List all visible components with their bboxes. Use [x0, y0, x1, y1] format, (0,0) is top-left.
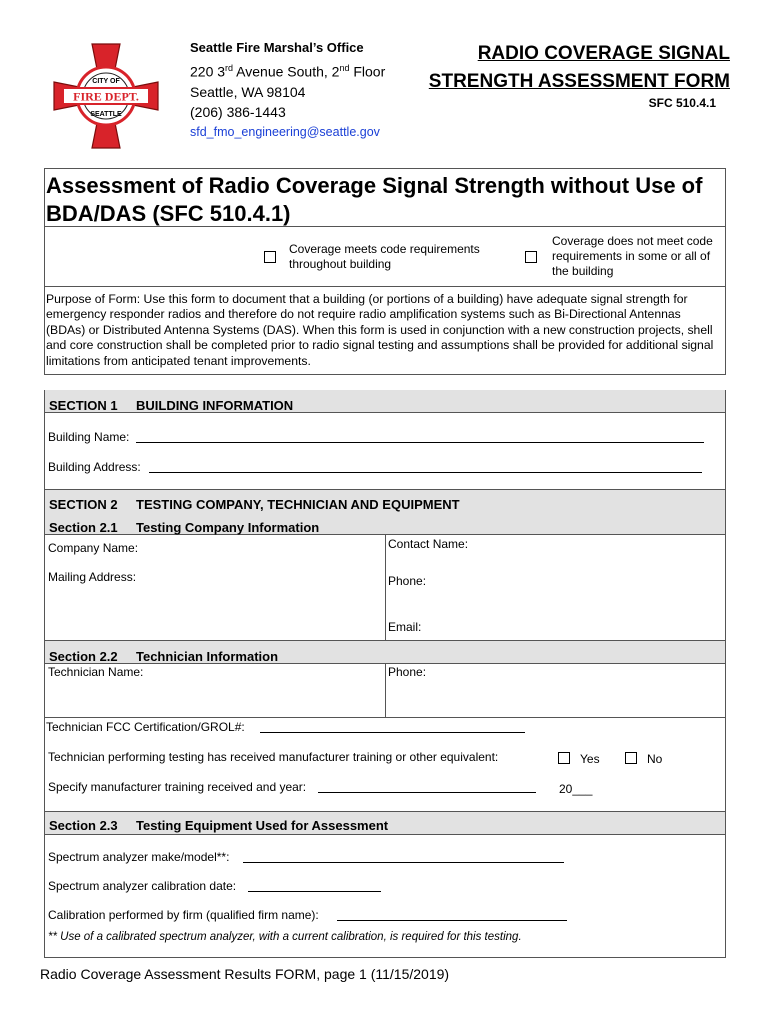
mailing-address-label[interactable]: Mailing Address:	[48, 570, 137, 584]
calibration-date-field[interactable]	[248, 879, 381, 892]
calibration-date-label: Spectrum analyzer calibration date:	[48, 879, 237, 893]
logo-center-text: FIRE DEPT.	[73, 89, 139, 104]
office-email-link[interactable]: sfd_fmo_engineering@seattle.gov	[190, 124, 380, 139]
section21-title: Testing Company Information	[136, 520, 320, 535]
company-email-label[interactable]: Email:	[388, 620, 422, 634]
coverage-not-met-checkbox[interactable]	[525, 251, 537, 263]
form-title-line2: STRENGTH ASSESSMENT FORM	[428, 71, 730, 92]
logo-top-text: CITY OF	[92, 78, 120, 85]
training-specify-label: Specify manufacturer training received and year:	[48, 780, 307, 794]
training-year-field[interactable]: 20___	[559, 782, 593, 796]
section1-number: SECTION 1	[49, 398, 118, 413]
logo-bottom-text: SEATTLE	[90, 111, 122, 118]
building-name-label: Building Name:	[48, 430, 130, 444]
building-name-field[interactable]	[136, 430, 704, 443]
office-city: Seattle, WA 98104	[190, 83, 306, 100]
training-question: Technician performing testing has received manufacturer training or other equivalent:	[48, 750, 499, 764]
assessment-title: Assessment of Radio Coverage Signal Strength without Use of BDA/DAS (SFC 510.4.1)	[46, 173, 703, 226]
building-address-label: Building Address:	[48, 460, 141, 474]
section23-title: Testing Equipment Used for Assessment	[136, 818, 389, 833]
form-title	[414, 40, 730, 96]
company-name-label[interactable]: Company Name:	[48, 541, 139, 555]
form-code: SFC 510.4.1	[648, 96, 716, 110]
office-contact-block	[190, 38, 385, 142]
office-phone: (206) 386-1443	[190, 103, 286, 120]
section2-number: SECTION 2	[49, 497, 118, 512]
fcc-cert-label: Technician FCC Certification/GROL#:	[46, 720, 245, 734]
purpose-text: Purpose of Form: Use this form to document that a building (or portions of a building) have adequate signal strength for emergency responder radios and therefore do not require radio amplification systems such as Bi-Directional Antennas (BDAs) or Distributed Antenna Systems (DAS). When this form is used in conjunction with a new construction projects, shell and core construction shall be completed prior to radio signal testing and assumptions shall be provided for additional signal limitations from anticipated tenant improvements.	[46, 292, 714, 368]
coverage-meets-checkbox[interactable]	[264, 251, 276, 263]
training-yes-label: Yes	[580, 752, 600, 766]
training-no-checkbox[interactable]	[625, 752, 637, 764]
calibration-firm-label: Calibration performed by firm (qualified firm name):	[48, 908, 319, 922]
analyzer-model-label: Spectrum analyzer make/model**:	[48, 850, 230, 864]
calibration-note: ** Use of a calibrated spectrum analyzer, with a current calibration, is required for this testing.	[48, 931, 522, 943]
contact-name-label[interactable]: Contact Name:	[388, 537, 469, 551]
form-title-line1: RADIO COVERAGE SIGNAL	[477, 43, 730, 64]
section21-number: Section 2.1	[49, 520, 118, 535]
office-name: Seattle Fire Marshal’s Office	[190, 40, 364, 55]
analyzer-model-field[interactable]	[243, 850, 564, 863]
fcc-cert-field[interactable]	[260, 720, 525, 733]
page-footer: Radio Coverage Assessment Results FORM, page 1 (11/15/2019)	[40, 966, 450, 982]
training-yes-checkbox[interactable]	[558, 752, 570, 764]
section1-title: BUILDING INFORMATION	[136, 398, 294, 413]
column-divider	[385, 663, 386, 717]
technician-phone-label[interactable]: Phone:	[388, 665, 427, 679]
calibration-firm-field[interactable]	[337, 908, 567, 921]
fire-dept-logo	[50, 40, 162, 152]
office-street-address: 220 3rd Avenue South, 2nd Floor	[190, 63, 386, 80]
coverage-not-met-label: Coverage does not meet code requirements in some or all of the building	[552, 234, 713, 278]
section22-title: Technician Information	[136, 649, 279, 664]
divider	[45, 717, 725, 718]
divider	[44, 286, 725, 287]
coverage-meets-label: Coverage meets code requirements throughout building	[289, 242, 480, 271]
training-no-label: No	[647, 752, 663, 766]
section23-number: Section 2.3	[49, 818, 118, 833]
building-address-field[interactable]	[149, 460, 702, 473]
column-divider	[385, 535, 386, 640]
section2-title: TESTING COMPANY, TECHNICIAN AND EQUIPMENT	[136, 497, 460, 512]
company-phone-label[interactable]: Phone:	[388, 574, 427, 588]
training-specify-field[interactable]	[318, 780, 536, 793]
technician-name-label[interactable]: Technician Name:	[48, 665, 144, 679]
divider	[44, 226, 725, 227]
section22-number: Section 2.2	[49, 649, 118, 664]
